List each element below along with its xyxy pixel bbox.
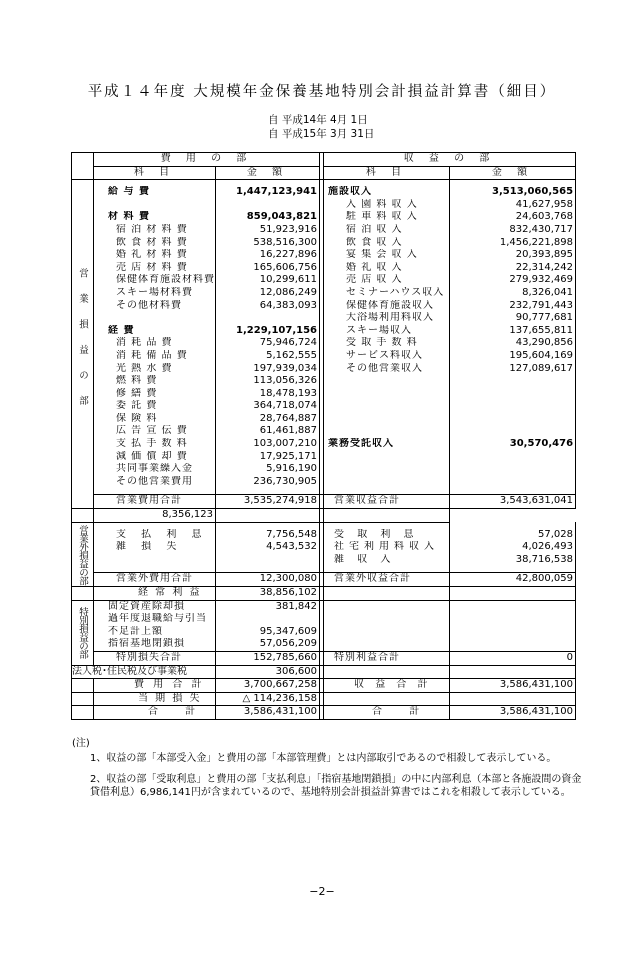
revenue-item: 施設収入: [324, 186, 450, 199]
net-loss-amount: △ 114,236,158: [216, 692, 320, 706]
table-row: [72, 613, 576, 626]
table-row: [72, 388, 576, 401]
table-row: [72, 425, 576, 438]
period-from: 自 平成14年 4月 1日: [268, 114, 368, 126]
revenue-amount: [450, 400, 576, 413]
expense-item: 支 払 利 息: [94, 529, 216, 542]
expense-total-label: 費 用 合 計: [94, 679, 216, 693]
expense-amount: 165,606,756: [216, 262, 320, 275]
operating_loss-amount: 8,356,123: [94, 509, 216, 523]
net-loss-label: 当 期 損 失: [94, 692, 216, 706]
expense-item: 消 耗 備 品 費: [94, 350, 216, 363]
document-title: 平成１４年度 大規模年金保養基地特別会計損益計算書（細目）: [87, 84, 557, 100]
table-row: [72, 262, 576, 275]
expense-item: 保健体育施設材料費: [94, 274, 216, 287]
expense-item: 修 繕 費: [94, 388, 216, 401]
revenue-item: 飲 食 収 入: [324, 237, 450, 250]
expense-amount-header: 金 額: [216, 166, 320, 180]
revenue-total-amount: 3,586,431,100: [450, 679, 576, 693]
non_operating_total-revenue-amount: 42,800,059: [450, 573, 576, 587]
special_total-revenue-label: 特別利益合計: [324, 651, 450, 665]
expense-item: 不足計上額: [94, 626, 216, 639]
revenue-amount: [450, 463, 576, 476]
income-statement-table: [71, 152, 576, 720]
revenue-amount: 90,777,681: [450, 312, 576, 325]
revenue-amount: 57,028: [450, 529, 576, 542]
revenue-amount: 22,314,242: [450, 262, 576, 275]
expense-amount: 10,299,611: [216, 274, 320, 287]
expense-item: 広 告 宣 伝 費: [94, 425, 216, 438]
table-row: [72, 509, 576, 523]
table-row: [72, 186, 576, 199]
expense-amount: 113,056,326: [216, 375, 320, 388]
revenue-item: [324, 451, 450, 464]
revenue-amount-header: 金 額: [450, 166, 576, 180]
revenue-item: 社宅利用料収入: [324, 541, 450, 554]
expense-item: 共同事業繰入金: [94, 463, 216, 476]
expense-amount: 1,447,123,941: [216, 186, 320, 199]
expense-amount: [216, 312, 320, 325]
ordinary_profit-label: 経 常 利 益: [94, 587, 216, 601]
table-row: [72, 166, 576, 180]
grand-total-revenue-amount: 3,586,431,100: [450, 706, 576, 720]
ordinary_profit-amount: 38,856,102: [216, 587, 320, 601]
expense-amount: 197,939,034: [216, 363, 320, 376]
revenue-amount: 43,290,856: [450, 337, 576, 350]
table-row: [72, 554, 576, 567]
expense-item: 指宿基地閉鎖損: [94, 638, 216, 651]
expense-item: 委 託 費: [94, 400, 216, 413]
notes-heading: (注): [72, 738, 90, 749]
taxes-label: 法人税･住民税及び事業税: [72, 665, 216, 679]
expense-item: 婚 礼 材 料 費: [94, 249, 216, 262]
expense-amount: 75,946,724: [216, 337, 320, 350]
non-operating-side-label: [72, 522, 94, 586]
note-1: 1、収益の部「本部受入金」と費用の部「本部管理費」とは内部取引であるので相殺して表示している。: [90, 753, 557, 764]
revenue-item: 宴 集 会 収 入: [324, 249, 450, 262]
special_total-expense-amount: 152,785,660: [216, 651, 320, 665]
expense-amount: 61,461,887: [216, 425, 320, 438]
expense-item: スキー場材料費: [94, 287, 216, 300]
table-row: [72, 573, 576, 587]
expense-amount: 5,916,190: [216, 463, 320, 476]
table-row: [72, 350, 576, 363]
revenue-item: 大浴場利用料収入: [324, 312, 450, 325]
revenue-section-header: 収 益 の 部: [324, 153, 576, 167]
expense-item: 固定資産除却損: [94, 600, 216, 613]
table-row: [72, 651, 576, 665]
revenue-item: [324, 388, 450, 401]
non_operating_total-expense-label: 営業外費用合計: [94, 573, 216, 587]
expense-amount: 1,229,107,156: [216, 325, 320, 338]
revenue-item: [324, 413, 450, 426]
expense-total-amount: 3,700,667,258: [216, 679, 320, 693]
expense-amount: [216, 554, 320, 567]
revenue-amount: [450, 413, 576, 426]
taxes-amount: 306,600: [216, 665, 320, 679]
expense-item: 消 耗 品 費: [94, 337, 216, 350]
table-row: [72, 224, 576, 237]
table-row: [72, 413, 576, 426]
expense-item: 光 熱 水 費: [94, 363, 216, 376]
expense-amount: 16,227,896: [216, 249, 320, 262]
non-operating-side-text: 営業外損益の部: [77, 524, 88, 585]
revenue-amount: 279,932,469: [450, 274, 576, 287]
table-row: [72, 337, 576, 350]
expense-amount: 538,516,300: [216, 237, 320, 250]
revenue-amount: 127,089,617: [450, 363, 576, 376]
grand-total-expense-label: 合 計: [94, 706, 216, 720]
expense-item: その他営業費用: [94, 476, 216, 489]
non_operating_total-expense-amount: 12,300,080: [216, 573, 320, 587]
table-row: [72, 495, 576, 509]
expense-amount: 5,162,555: [216, 350, 320, 363]
expense-item: 保 険 料: [94, 413, 216, 426]
table-row: [72, 476, 576, 489]
operating_loss-label: [72, 509, 94, 523]
expense-amount: 95,347,609: [216, 626, 320, 639]
expense-item: その他材料費: [94, 300, 216, 313]
revenue-item: 宿 泊 収 入: [324, 224, 450, 237]
revenue-amount: 38,716,538: [450, 554, 576, 567]
revenue-item: スキー場収入: [324, 325, 450, 338]
revenue-item: セミナーハウス収入: [324, 287, 450, 300]
revenue-amount: 3,513,060,565: [450, 186, 576, 199]
grand-total-expense-amount: 3,586,431,100: [216, 706, 320, 720]
revenue-item: [324, 463, 450, 476]
revenue-item: その他営業収入: [324, 363, 450, 376]
expense-item: 売 店 材 料 費: [94, 262, 216, 275]
revenue-amount: 832,430,717: [450, 224, 576, 237]
revenue-amount: 41,627,958: [450, 199, 576, 212]
revenue-amount: [450, 476, 576, 489]
expense-item: 材 料 費: [94, 211, 216, 224]
expense-amount: 64,383,093: [216, 300, 320, 313]
expense-section-header: 費 用 の 部: [94, 153, 320, 167]
table-row: [72, 600, 576, 613]
table-row: [72, 529, 576, 542]
expense-amount: 859,043,821: [216, 211, 320, 224]
expense-amount: [216, 613, 320, 626]
table-row: [72, 312, 576, 325]
revenue-item: 入 園 料 収 入: [324, 199, 450, 212]
revenue-item: 雑 収 入: [324, 554, 450, 567]
revenue-amount: 30,570,476: [450, 438, 576, 451]
table-row: [72, 249, 576, 262]
revenue-item-header: 科 目: [324, 166, 450, 180]
expense-amount: 364,718,074: [216, 400, 320, 413]
special_total-expense-label: 特別損失合計: [94, 651, 216, 665]
expense-item: [94, 554, 216, 567]
operating-side-label: [72, 180, 94, 509]
table-row: [72, 325, 576, 338]
table-row: [72, 706, 576, 720]
expense-item: 給 与 費: [94, 186, 216, 199]
revenue-item: 受 取 利 息: [324, 529, 450, 542]
revenue-amount: [450, 425, 576, 438]
note-2: 2、収益の部「受取利息」と費用の部「支払利息」「指宿基地閉鎖損」の中に内部利息（本部と各施設間の資金貸借利息）6,986,141円が含まれているので、基地特別会計損益計算書ではこれを相殺して表示している。: [90, 774, 582, 798]
expense-amount: [216, 199, 320, 212]
table-row: [72, 211, 576, 224]
revenue-item: [324, 425, 450, 438]
revenue-amount: [450, 375, 576, 388]
revenue-item: [324, 400, 450, 413]
revenue-amount: 195,604,169: [450, 350, 576, 363]
table-row: [72, 274, 576, 287]
expense-item: 飲 食 材 料 費: [94, 237, 216, 250]
revenue-item: 売 店 収 入: [324, 274, 450, 287]
special-side-label: [72, 600, 94, 665]
expense-item: 雑 損 失: [94, 541, 216, 554]
expense-amount: 18,478,193: [216, 388, 320, 401]
revenue-amount: 232,791,443: [450, 300, 576, 313]
expense-item: 燃 料 費: [94, 375, 216, 388]
operating_total-expense-label: 営業費用合計: [94, 495, 216, 509]
grand-total-revenue-label: 合 計: [324, 706, 450, 720]
operating_total-expense-amount: 3,535,274,918: [216, 495, 320, 509]
expense-item: 経 費: [94, 325, 216, 338]
revenue-item: 駐 車 料 収 入: [324, 211, 450, 224]
table-row: [72, 463, 576, 476]
expense-amount: 17,925,171: [216, 451, 320, 464]
expense-amount: 51,923,916: [216, 224, 320, 237]
table-row: [72, 679, 576, 693]
notes: [72, 737, 582, 799]
revenue-amount: 1,456,221,898: [450, 237, 576, 250]
revenue-total-label: 収 益 合 計: [324, 679, 450, 693]
expense-amount: 12,086,249: [216, 287, 320, 300]
table-row: [72, 451, 576, 464]
revenue-amount: 24,603,768: [450, 211, 576, 224]
table-row: [72, 587, 576, 601]
operating_total-revenue-amount: 3,543,631,041: [450, 495, 576, 509]
table-row: [72, 287, 576, 300]
revenue-amount: [450, 388, 576, 401]
expense-amount: 381,842: [216, 600, 320, 613]
table-row: [72, 638, 576, 651]
revenue-item: 保健体育施設収入: [324, 300, 450, 313]
table-row: [72, 400, 576, 413]
expense-item: 宿 泊 材 料 費: [94, 224, 216, 237]
revenue-item: [324, 476, 450, 489]
table-row: [72, 375, 576, 388]
expense-amount: 57,056,209: [216, 638, 320, 651]
special_total-revenue-amount: 0: [450, 651, 576, 665]
page-number: −2−: [309, 885, 335, 898]
revenue-item: サービス料収入: [324, 350, 450, 363]
revenue-amount: 8,326,041: [450, 287, 576, 300]
revenue-item: 婚 礼 収 入: [324, 262, 450, 275]
operating_total-revenue-label: 営業収益合計: [324, 495, 450, 509]
table-row: [72, 692, 576, 706]
table-row: [72, 153, 576, 167]
expense-item: 過年度退職給与引当: [94, 613, 216, 626]
revenue-item: 業務受託収入: [324, 438, 450, 451]
non_operating_total-revenue-label: 営業外収益合計: [324, 573, 450, 587]
expense-amount: 103,007,210: [216, 438, 320, 451]
table-row: [72, 237, 576, 250]
period-to: 自 平成15年 3月 31日: [268, 128, 375, 140]
expense-item-header: 科 目: [94, 166, 216, 180]
table-row: [72, 541, 576, 554]
revenue-amount: 4,026,493: [450, 541, 576, 554]
expense-amount: 236,730,905: [216, 476, 320, 489]
table-row: [72, 626, 576, 639]
expense-item: 支 払 手 数 料: [94, 438, 216, 451]
revenue-item: 受 取 手 数 料: [324, 337, 450, 350]
expense-amount: 7,756,548: [216, 529, 320, 542]
revenue-item: [324, 375, 450, 388]
operating-side-text: 営業損益の部: [77, 267, 88, 421]
expense-item: [94, 199, 216, 212]
revenue-amount: 137,655,811: [450, 325, 576, 338]
expense-item: [94, 312, 216, 325]
special-side-text: 特別損益の部: [77, 607, 88, 659]
table-row: [72, 665, 576, 679]
expense-amount: 4,543,532: [216, 541, 320, 554]
expense-amount: 28,764,887: [216, 413, 320, 426]
revenue-amount: [450, 451, 576, 464]
revenue-amount: 20,393,895: [450, 249, 576, 262]
expense-item: 減 価 償 却 費: [94, 451, 216, 464]
table-row: [72, 199, 576, 212]
table-row: [72, 300, 576, 313]
table-row: [72, 363, 576, 376]
table-row: [72, 438, 576, 451]
